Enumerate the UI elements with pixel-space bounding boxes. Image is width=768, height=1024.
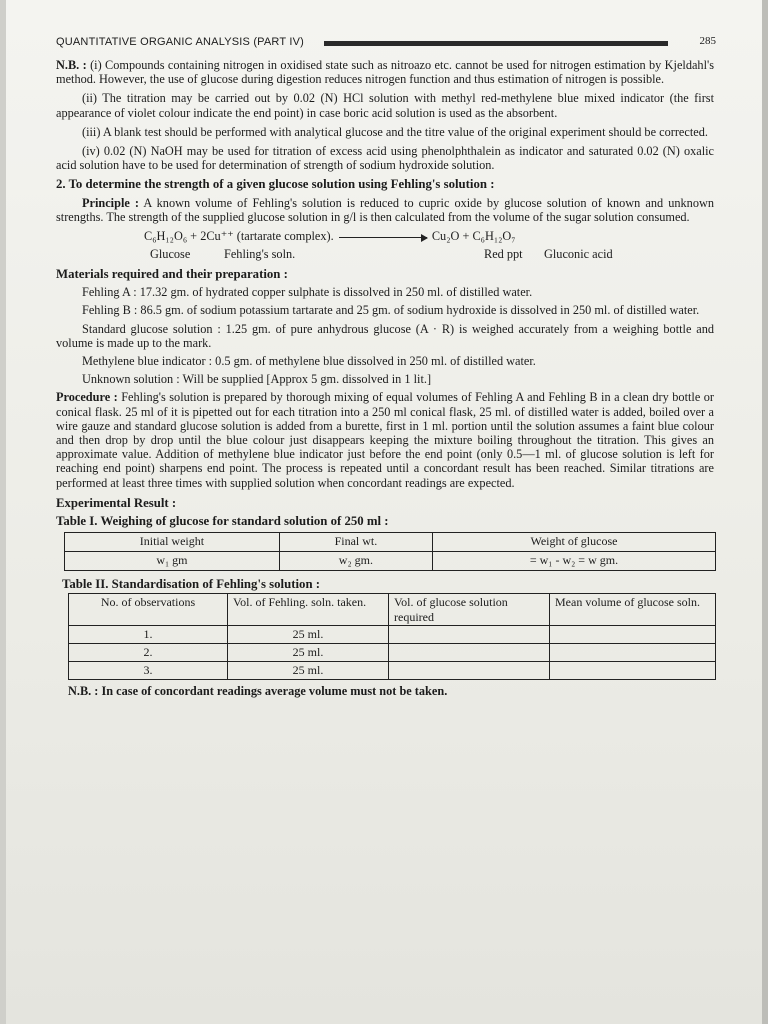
col-final-weight: Final wt. xyxy=(279,533,432,552)
vol-glucose xyxy=(389,661,550,679)
nb-label: N.B. : xyxy=(56,58,87,72)
principle-text: A known volume of Fehling's solution is reduced to cupric oxide by glucose solution of known and unknown strengths. The strength of the supplied glucose solution in g/l is then calculated from the volume of the sugar solution consumed. xyxy=(56,195,714,224)
reaction-arrow xyxy=(339,237,427,238)
vol-fehling: 25 ml. xyxy=(228,661,389,679)
section-2-heading: 2. To determine the strength of a given glucose solution using Fehling's solution : xyxy=(56,177,495,192)
col-initial-weight: Initial weight xyxy=(65,533,280,552)
obs-number: 3. xyxy=(69,661,228,679)
material-unknown-solution: Unknown solution : Will be supplied [Approx 5 gm. dissolved in 1 lit.] xyxy=(82,372,432,387)
nb-note-ii: (ii) The titration may be carried out by 0.02 (N) HCl solution with methyl red-methylene blue mixed indicator (the first appearance of violet colour indicate the end point) in case boric acid solution is used as the absorbent. xyxy=(56,91,714,120)
materials-heading: Materials required and their preparation : xyxy=(56,267,288,282)
principle-paragraph xyxy=(56,196,714,224)
running-header xyxy=(56,34,716,52)
material-fehling-b: Fehling B : 86.5 gm. of sodium potassium tartarate and 25 gm. of sodium hydroxide is dissolved in 250 ml. of distilled water. xyxy=(82,303,700,318)
table-header-row xyxy=(65,533,716,552)
nb-final-label: N.B. : xyxy=(68,683,99,698)
principle-label: Principle : xyxy=(82,195,139,210)
running-title: QUANTITATIVE ORGANIC ANALYSIS (PART IV) xyxy=(56,36,305,48)
table-row xyxy=(69,625,716,643)
nb-note-iii: (iii) A blank test should be performed with analytical glucose and the titre value of the original experiment should be corrected. xyxy=(82,124,708,139)
vol-glucose xyxy=(389,643,550,661)
table-row xyxy=(69,661,716,679)
col-mean-volume: Mean volume of glucose soln. xyxy=(550,594,716,625)
vol-glucose xyxy=(389,625,550,643)
nb-final-text: In case of concordant readings average volume must not be taken. xyxy=(101,683,448,698)
right-page-edge xyxy=(762,0,768,1024)
equation-products: Cu₂O + C₆H₁₂O₇ xyxy=(431,229,516,244)
page-body xyxy=(56,58,714,703)
standardisation-table xyxy=(68,593,716,679)
table-row xyxy=(69,643,716,661)
nb-note-iv: (iv) 0.02 (N) NaOH may be used for titration of excess acid using phenolphthalein as indicator and saturated 0.02 (N) oxalic acid solution have to be used for determination of strength of sodium hydroxide solution. xyxy=(56,144,714,173)
procedure-label: Procedure : xyxy=(56,390,118,405)
table-2-caption: Table II. Standardisation of Fehling's solution : xyxy=(62,577,321,592)
col-weight-of-glucose: Weight of glucose xyxy=(432,533,715,552)
table-header-row xyxy=(69,594,716,625)
cell-w: = w₁ - w₂ = w gm. xyxy=(432,552,715,571)
procedure-text: Fehling's solution is prepared by thorough mixing of equal volumes of Fehling A and Fehling B in a clean dry bottle or conical flask. 25 ml of it is pipetted out for each titration into a 250 ml conical flask, 25 ml. of distilled water is added, boiled over a wire gauze and standard glucose solution is added from a burette, first in 1 ml. portion until the solution assumes a faint blue colour and then drop by drop until the blue colour just disappears keeping the mixture boiling throughout the titration. This gives an approximate value. Addition of methylene blue indicator just before the end point (only 0.5—1 ml. of glucose solution is left for reaching end point) sharpens end point. The process is repeated until a concordant result has been reached. Similar titrations are performed at least three times with supplied solution when concordant readings are expected. xyxy=(56,390,714,490)
reaction-equation xyxy=(56,229,714,263)
vol-fehling: 25 ml. xyxy=(228,643,389,661)
experimental-heading: Experimental Result : xyxy=(56,495,177,510)
vol-fehling: 25 ml. xyxy=(228,625,389,643)
obs-number: 2. xyxy=(69,643,228,661)
procedure-paragraph xyxy=(56,390,714,489)
left-page-edge xyxy=(0,0,6,1024)
label-glucose: Glucose xyxy=(150,247,191,262)
col-vol-fehling: Vol. of Fehling. soln. taken. xyxy=(228,594,389,625)
material-fehling-a: Fehling A : 17.32 gm. of hydrated copper sulphate is dissolved in 250 ml. of distilled water. xyxy=(82,285,533,300)
obs-number: 1. xyxy=(69,625,228,643)
header-rule xyxy=(324,41,668,46)
cell-w1: w₁ gm xyxy=(65,552,280,571)
mean-volume xyxy=(550,625,716,643)
col-no-of-observations: No. of observations xyxy=(69,594,228,625)
label-red-ppt: Red ppt xyxy=(484,247,523,262)
glucose-weighing-table xyxy=(64,532,716,571)
table-1-caption: Table I. Weighing of glucose for standard solution of 250 ml : xyxy=(56,514,389,529)
table-row xyxy=(65,552,716,571)
cell-w2: w₂ gm. xyxy=(279,552,432,571)
equation-line xyxy=(144,229,516,243)
equation-reactants: C₆H₁₂O₆ + 2Cu⁺⁺ (tartarate complex). xyxy=(144,229,334,244)
material-methylene-blue: Methylene blue indicator : 0.5 gm. of methylene blue dissolved in 250 ml. of distilled water. xyxy=(82,354,536,369)
material-standard-glucose: Standard glucose solution : 1.25 gm. of pure anhydrous glucose (A · R) is weighed accurately from a weighing bottle and volume is made up to the mark. xyxy=(56,321,714,350)
mean-volume xyxy=(550,643,716,661)
nb-note-i-text: (i) Compounds containing nitrogen in oxidised state such as nitroazo etc. cannot be used for nitrogen estimation by Kjeldahl's method. However, the use of glucose during digestion reduces nitrogen function and thus estimation of nitrogen is possible. xyxy=(56,58,714,87)
mean-volume xyxy=(550,661,716,679)
page-number: 285 xyxy=(699,35,716,47)
label-gluconic-acid: Gluconic acid xyxy=(544,247,613,262)
col-vol-glucose: Vol. of glucose solution required xyxy=(389,594,550,625)
label-fehlings-soln: Fehling's soln. xyxy=(224,247,296,262)
nb-note-i xyxy=(56,58,714,86)
nb-final-note xyxy=(68,684,714,698)
